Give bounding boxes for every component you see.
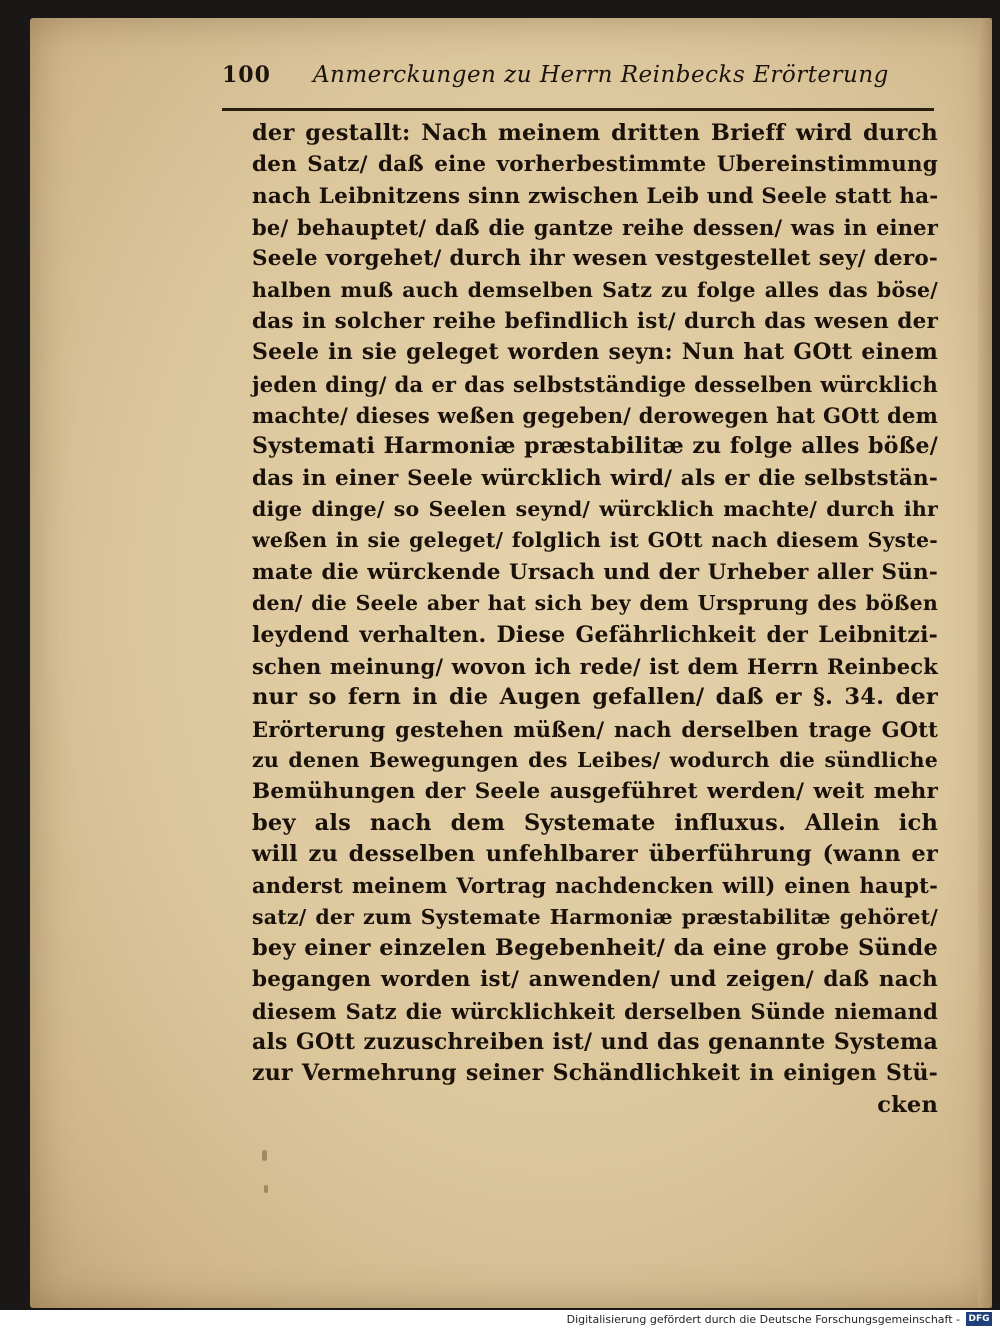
text-line: als GOtt zuzuschreiben ist/ und das genannte Systema bbox=[252, 1028, 938, 1055]
text-line: zu denen Bewegungen des Leibes/ wodurch die sündliche bbox=[252, 747, 938, 772]
page-number: 100 bbox=[222, 62, 271, 88]
text-line: machte/ dieses weßen gegeben/ derowegen hat GOtt dem bbox=[252, 403, 938, 429]
text-line: mate die würckende Ursach und der Urheber aller Sün- bbox=[252, 559, 938, 585]
text-line: der gestallt: Nach meinem dritten Brieff wird durch bbox=[252, 120, 938, 146]
text-line: den Satz/ daß eine vorherbestimmte Ubereinstimmung bbox=[252, 152, 938, 178]
text-line: bey als nach dem Systemate influxus. Allein ich bbox=[252, 809, 938, 836]
text-line: satz/ der zum Systemate Harmoniæ præstabilitæ gehöret/ bbox=[252, 904, 938, 929]
text-line: jeden ding/ da er das selbstständige desselben würcklich bbox=[252, 371, 938, 397]
paper-stain bbox=[262, 1150, 267, 1161]
text-line: nach Leibnitzens sinn zwischen Leib und Seele statt ha- bbox=[252, 183, 939, 209]
text-line: zur Vermehrung seiner Schändlichkeit in einigen Stü- bbox=[252, 1060, 938, 1087]
text-line: dige dinge/ so Seelen seynd/ würcklich machte/ durch ihr bbox=[252, 497, 938, 522]
text-line: schen meinung/ wovon ich rede/ ist dem Herrn Reinbeck bbox=[252, 653, 938, 679]
page-header bbox=[222, 62, 934, 106]
text-line: will zu desselben unfehlbarer überführung (wann er bbox=[252, 840, 938, 867]
text-line: Systemati Harmoniæ præstabilitæ zu folge alles böße/ bbox=[252, 433, 938, 460]
text-line: anderst meinem Vortrag nachdencken will) einen haupt- bbox=[252, 873, 938, 899]
text-line: das in solcher reihe befindlich ist/ durch das wesen der bbox=[252, 309, 938, 335]
text-line: begangen worden ist/ anwenden/ und zeigen/ daß nach bbox=[252, 967, 938, 993]
text-line: halben muß auch demselben Satz zu folge alles das böse/ bbox=[252, 277, 938, 302]
text-line: Bemühungen der Seele ausgeführet werden/ weit mehr bbox=[252, 779, 938, 805]
text-line: bey einer einzelen Begebenheit/ da eine grobe Sünde bbox=[252, 934, 938, 961]
text-line: das in einer Seele würcklich wird/ als er die selbststän- bbox=[252, 465, 938, 491]
page-edge bbox=[978, 18, 992, 1308]
text-line: be/ behauptet/ daß die gantze reihe dessen/ was in einer bbox=[252, 215, 938, 241]
body-text bbox=[252, 118, 938, 1121]
text-line: weßen in sie geleget/ folglich ist GOtt nach diesem Syste- bbox=[252, 528, 938, 553]
text-line: Seele vorgehet/ durch ihr wesen vestgestellet sey/ dero- bbox=[252, 246, 938, 272]
catchword: cken bbox=[877, 1091, 938, 1118]
text-line: Seele in sie geleget worden seyn: Nun hat GOtt einem bbox=[252, 339, 938, 366]
text-line: diesem Satz die würcklichkeit derselben Sünde niemand bbox=[252, 998, 938, 1024]
text-line: Erörterung gestehen müßen/ nach derselben trage GOtt bbox=[252, 716, 938, 742]
running-head: Anmerckungen zu Herrn Reinbecks Erörterung bbox=[312, 62, 889, 88]
dfg-logo: DFG bbox=[966, 1312, 992, 1326]
header-rule bbox=[222, 108, 934, 111]
funding-credit: Digitalisierung gefördert durch die Deutsche Forschungsgemeinschaft - bbox=[566, 1313, 960, 1326]
text-line: nur so fern in die Augen gefallen/ daß er §. 34. der bbox=[252, 684, 938, 711]
paper-stain bbox=[264, 1185, 268, 1193]
text-line: den/ die Seele aber hat sich bey dem Ursprung des bößen bbox=[252, 591, 938, 616]
text-line: leydend verhalten. Diese Gefährlichkeit der Leibnitzi- bbox=[252, 621, 938, 648]
